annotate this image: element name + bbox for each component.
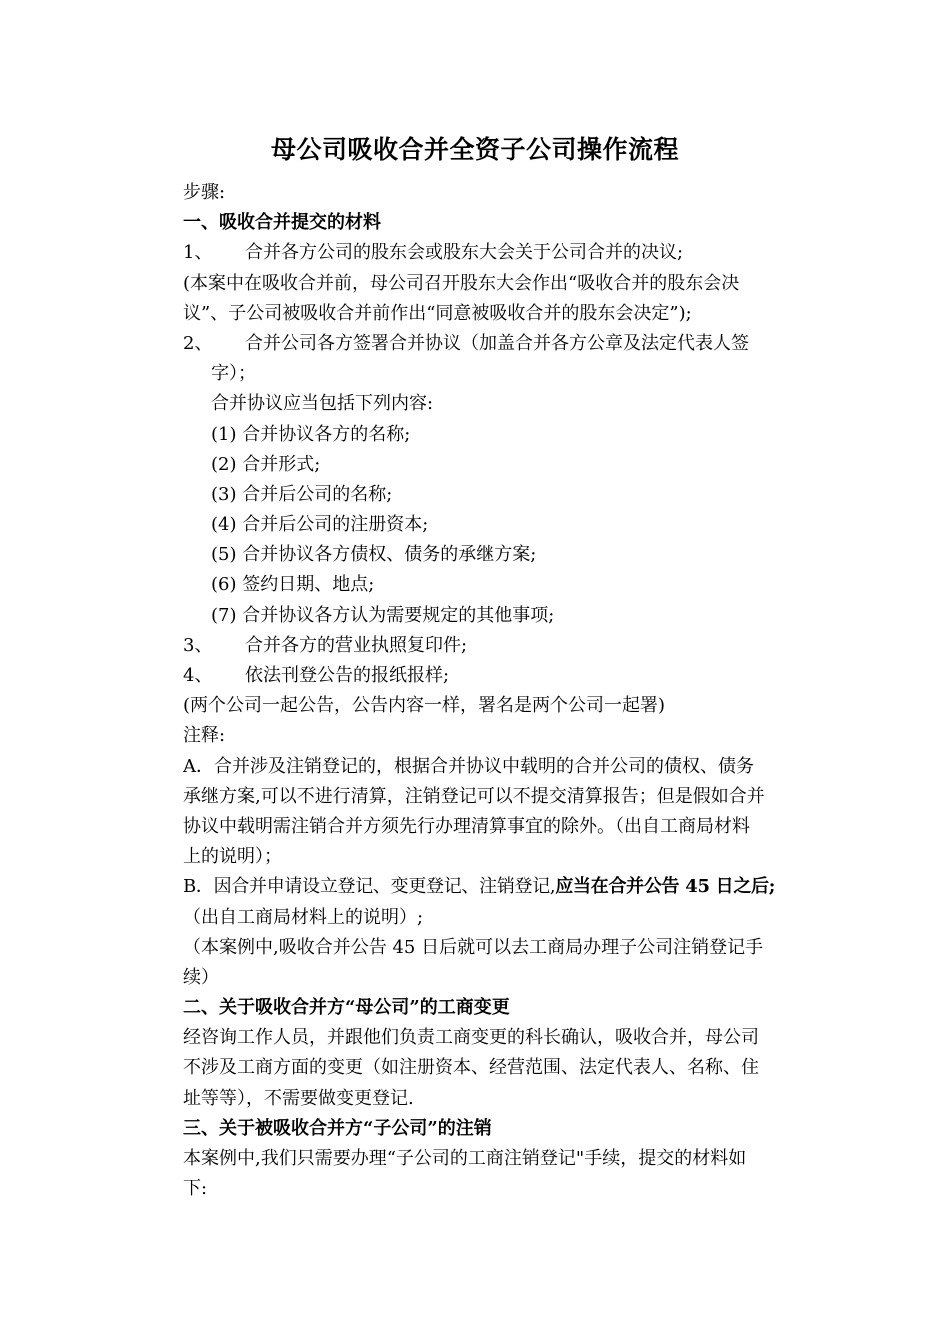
remark-line: 协议中载明需注销合并方须先行办理清算事宜的除外。（出自工商局材料 [183, 815, 750, 837]
note-line: （本案例中,吸收合并公告 45 日后就可以去工商局办理子公司注销登记手 [183, 936, 764, 958]
item-text: 合并各方的营业执照复印件; [245, 634, 468, 656]
item-text: 依法刊登公告的报纸报样; [245, 665, 450, 686]
agreement-item: (4) 合并后公司的注册资本; [211, 514, 429, 536]
list-item [183, 238, 813, 268]
agreement-intro: 合并协议应当包括下列内容: [211, 393, 434, 415]
remark-b-prefix: B．因合并申请设立登记、变更登记、注销登记, [183, 876, 556, 898]
note-line: 续） [183, 966, 219, 988]
remark-line: A．合并涉及注销登记的，根据合并协议中载明的合并公司的债权、债务 [183, 755, 754, 777]
steps-label: 步骤: [183, 182, 226, 203]
document-body [183, 178, 813, 1204]
note-line: (两个公司一起公告，公告内容一样，署名是两个公司一起署) [183, 695, 666, 717]
section1-heading: 一、吸收合并提交的材料 [183, 212, 381, 234]
list-item [183, 661, 813, 691]
paragraph-line: 下: [183, 1178, 208, 1200]
item-text-continued: 字）； [211, 363, 256, 385]
remark-line: 上的说明）； [183, 846, 282, 868]
section2-heading: 二、关于吸收合并方“母公司”的工商变更 [183, 997, 510, 1019]
item-number: 3、 [183, 634, 213, 656]
list-item [183, 329, 813, 359]
remarks-label: 注释: [183, 725, 226, 747]
paragraph-line: 经咨询工作人员，并跟他们负责工商变更的科长确认，吸收合并，母公司 [183, 1027, 759, 1049]
item-text: 合并公司各方签署合并协议（加盖合并各方公章及法定代表人签 [245, 332, 749, 354]
note-line: (本案中在吸收合并前，母公司召开股东大会作出“吸收合并的股东会决 [183, 272, 740, 294]
remark-b-emphasis: 应当在合并公告 45 日之后; [555, 876, 776, 898]
item-number: 4、 [183, 665, 213, 686]
item-number: 1、 [183, 242, 213, 264]
agreement-item: (5) 合并协议各方债权、债务的承继方案; [211, 544, 537, 566]
paragraph-line: 不涉及工商方面的变更（如注册资本、经营范围、法定代表人、名称、住 [183, 1057, 759, 1079]
agreement-item: (7) 合并协议各方认为需要规定的其他事项; [211, 604, 555, 626]
remark-line: （出自工商局材料上的说明）; [183, 906, 424, 928]
paragraph-line: 址等等），不需要做变更登记. [183, 1087, 414, 1109]
item-text: 合并各方公司的股东会或股东大会关于公司合并的决议; [245, 242, 684, 264]
section3-heading: 三、关于被吸收合并方“子公司”的注销 [183, 1117, 492, 1139]
document-title: 母公司吸收合并全资子公司操作流程 [270, 135, 679, 164]
remark-line: 承继方案,可以不进行清算，注销登记可以不提交清算报告；但是假如合并 [183, 785, 765, 807]
agreement-item: (3) 合并后公司的名称; [211, 483, 393, 505]
agreement-item: (6) 签约日期、地点; [211, 574, 375, 596]
item-number: 2、 [183, 332, 213, 354]
remark-line [183, 872, 813, 902]
list-item [183, 631, 813, 661]
agreement-item: (1) 合并协议各方的名称; [211, 423, 411, 445]
agreement-item: (2) 合并形式; [211, 453, 321, 475]
paragraph-line: 本案例中,我们只需要办理“子公司的工商注销登记"手续，提交的材料如 [183, 1148, 747, 1169]
note-line: 议”、子公司被吸收合并前作出“同意被吸收合并的股东会决定”); [183, 302, 692, 324]
